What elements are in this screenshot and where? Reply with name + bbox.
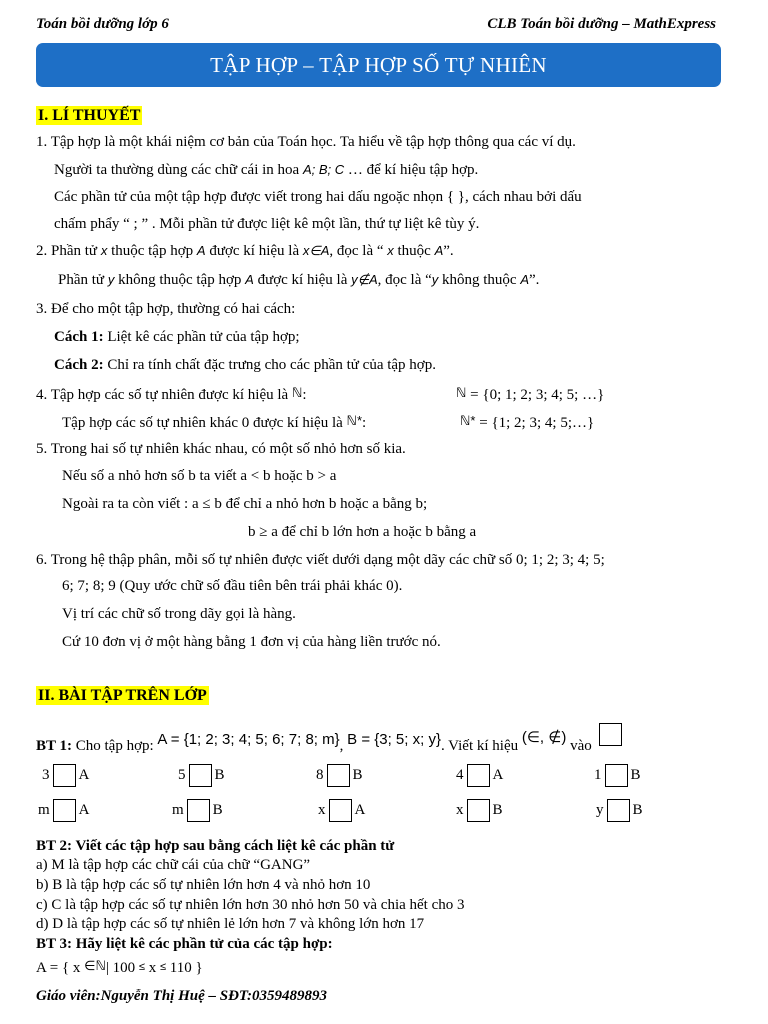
method-label: Cách 2: [54,357,104,373]
element: m [38,802,50,818]
element: 3 [42,767,50,783]
theory-line-5 [36,241,454,261]
text: 2. Phần tử [36,243,101,259]
natural-star-symbol: ℕ* [460,413,476,428]
text: Tập hợp các số tự nhiên khác 0 được kí hiệu là [62,415,347,431]
set-a: A = {1; 2; 3; 4; 5; 6; 7; 8; m} [157,731,340,748]
set-name: A [78,802,90,818]
set-name: B [492,802,503,818]
text: thuộc tập hợp [107,243,197,259]
theory-line-4: chấm phẩy “ ; ” . Mỗi phần tử được liệt kê một lần, thứ tự liệt kê tùy ý. [54,216,480,232]
text: = {1; 2; 3; 4; 5;…} [475,415,595,431]
theory-line-7: 3. Để cho một tập hợp, thường có hai cách: [36,301,296,317]
theory-line-9 [54,355,436,375]
answer-item [316,762,363,788]
element: x [318,802,326,818]
theory-line-1: 1. Tập hợp là một khái niệm cơ bản của Toán học. Ta hiểu về tập hợp thông qua các ví dụ. [36,134,576,150]
math: A; B; C [302,162,345,177]
method-label: Cách 1: [54,329,104,345]
natural-star-definition [460,411,594,433]
set-name: B [212,802,223,818]
header-right: CLB Toán bồi dưỡng – MathExpress [487,16,716,32]
text: , đọc là “ [377,272,432,288]
answer-box[interactable] [607,799,630,822]
natural-set-symbol: ℕ [456,385,467,400]
math: x [100,243,108,258]
title-banner [36,43,721,87]
answer-item [456,797,503,823]
theory-line-12: 5. Trong hai số tự nhiên khác nhau, có một số nhỏ hơn số kia. [36,441,406,457]
text: A = { x [36,960,85,976]
text: … để kí hiệu tập hợp. [344,162,479,178]
answer-item [456,762,503,788]
text: vào [566,738,596,754]
exercise-3-a [36,956,203,978]
text: thuộc [393,243,435,259]
answer-item [38,797,90,823]
math: A [245,272,254,287]
math: A [434,243,444,258]
text: Cho tập hợp: [71,738,158,754]
exercise-2-c: c) C là tập hợp các số tự nhiên lớn hơn 30 nhỏ hơn 50 và chia hết cho 3 [36,897,465,913]
set-name: B [352,767,363,783]
text: được kí hiệu là [253,272,352,288]
text: Phần tử [58,272,108,288]
text: = {0; 1; 2; 3; 4; 5; …} [466,387,605,403]
theory-line-13: Nếu số a nhỏ hơn số b ta viết a < b hoặc b > a [62,468,337,484]
set-name: A [492,767,504,783]
natural-set-definition [456,383,604,405]
footer-teacher: Giáo viên:Nguyễn Thị Huệ – SĐT:0359489893 [36,988,327,1004]
membership-symbols: (∈, ∉) [521,729,567,746]
theory-line-10 [36,383,307,405]
exercise-1-prompt [36,720,625,764]
theory-line-2 [54,160,478,180]
text: ”. [529,272,540,288]
element: 8 [316,767,324,783]
element: 4 [456,767,464,783]
text: , [339,738,344,754]
natural-set-symbol: ℕ [291,385,303,400]
answer-item [596,797,643,823]
exercise-label: BT 1: [36,738,72,754]
answer-box[interactable] [53,764,76,787]
answer-item [318,797,365,823]
math: x [387,243,394,258]
answer-item [178,762,225,788]
set-name: B [632,802,643,818]
natural-star-symbol: ℕ* [346,413,363,428]
answer-box[interactable] [467,799,490,822]
exercise-3-heading: BT 3: Hãy liệt kê các phần tử của các tập hợp: [36,936,333,952]
answer-box[interactable] [329,799,352,822]
answer-box-sample [599,723,622,746]
theory-line-6 [58,270,539,290]
theory-line-19: Cứ 10 đơn vị ở một hàng bằng 1 đơn vị của hàng liền trước nó. [62,634,441,650]
text: Chỉ ra tính chất đặc trưng cho các phần tử của tập hợp. [103,357,436,373]
text: : [362,415,367,431]
math: ∈ℕ [84,958,106,973]
element: m [172,802,184,818]
exercise-2-heading: BT 2: Viết các tập hợp sau bằng cách liệt kê các phần tử [36,838,395,854]
text: | 100 [105,960,139,976]
theory-line-8 [54,327,300,347]
math: A [520,272,530,287]
answer-box[interactable] [53,799,76,822]
answer-box[interactable] [327,764,350,787]
page-title: TẬP HỢP – TẬP HỢP SỐ TỰ NHIÊN [210,52,547,77]
theory-line-14: Ngoài ra ta còn viết : a ≤ b để chỉ a nhỏ hơn b hoặc a bằng b; [62,496,428,512]
math: y∉A [351,272,378,287]
text: 110 } [166,960,203,976]
answer-item [42,762,89,788]
section-theory-heading: I. LÍ THUYẾT [38,107,141,124]
set-name: A [354,802,366,818]
math: ≤ [159,961,167,973]
answer-item [594,762,641,788]
exercise-2-d: d) D là tập hợp các số tự nhiên lẻ lớn hơn 7 và không lớn hơn 17 [36,916,425,932]
set-name: B [214,767,225,783]
exercise-2-a: a) M là tập hợp các chữ cái của chữ “GANG” [36,857,311,873]
text: ”. [443,243,454,259]
text: : [302,387,307,403]
math: y [431,272,439,287]
text: không thuộc [438,272,521,288]
element: x [456,802,464,818]
text: x [144,960,160,976]
answer-item [172,797,223,823]
element: y [596,802,604,818]
section-exercises-heading: II. BÀI TẬP TRÊN LỚP [38,687,207,704]
theory-line-16: 6. Trong hệ thập phân, mỗi số tự nhiên được viết dưới dạng một dãy các chữ số 0; 1; 2; 3; 4; 5; [36,552,605,568]
math: y [107,272,115,287]
answer-box[interactable] [467,764,490,787]
text: không thuộc tập hợp [114,272,246,288]
math: ≤ [138,961,145,973]
text: . Viết kí hiệu [440,738,522,754]
theory-line-18: Vị trí các chữ số trong dãy gọi là hàng. [62,606,296,622]
text: 4. Tập hợp các số tự nhiên được kí hiệu là [36,387,292,403]
theory-line-11 [62,411,366,433]
answer-box[interactable] [605,764,628,787]
element: 1 [594,767,602,783]
set-name: A [78,767,90,783]
set-name: B [630,767,641,783]
math: A [196,243,206,258]
theory-line-15: b ≥ a để chỉ b lớn hơn a hoặc b bằng a [248,524,477,540]
text: Người ta thường dùng các chữ cái in hoa [54,162,303,178]
answer-box[interactable] [187,799,210,822]
text: , đọc là “ [329,243,388,259]
element: 5 [178,767,186,783]
answer-box[interactable] [189,764,212,787]
set-b: B = {3; 5; x; y} [347,731,441,748]
exercise-2-b: b) B là tập hợp các số tự nhiên lớn hơn 4 và nhỏ hơn 10 [36,877,371,893]
math: x∈A [302,243,330,258]
text: Liệt kê các phần tử của tập hợp; [103,329,300,345]
header-left: Toán bồi dưỡng lớp 6 [36,16,169,32]
text: được kí hiệu là [205,243,303,259]
theory-line-3: Các phần tử của một tập hợp được viết trong hai dấu ngoặc nhọn { }, cách nhau bởi dấu [54,189,582,205]
theory-line-17: 6; 7; 8; 9 (Quy ước chữ số đầu tiên bên trái phải khác 0). [62,578,403,594]
